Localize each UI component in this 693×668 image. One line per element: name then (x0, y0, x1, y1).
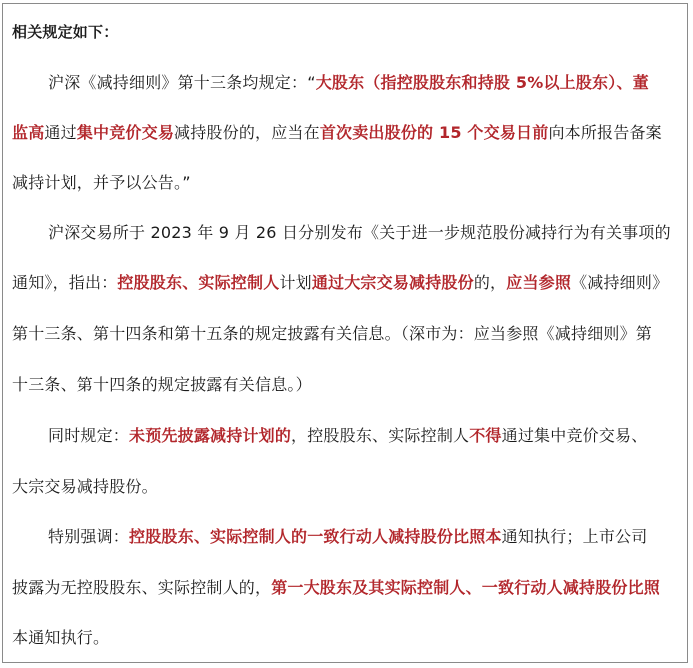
p4-text: 通知执行；上市公司 (501, 527, 648, 546)
p4-text: 披露为无控股股东、实际控制人的， (12, 578, 272, 597)
p4-highlight: 控股股东、实际控制人的一致行动人减持股份比照本 (129, 527, 502, 546)
p2-highlight: 通过大宗交易减持股份 (311, 273, 474, 292)
p3-highlight: 未预先披露减持计划的 (129, 426, 292, 445)
p3-highlight: 不得 (469, 426, 502, 445)
p1-text: 沪深《减持细则》第十三条均规定：“ (48, 73, 316, 92)
p3-line1 (48, 425, 647, 447)
heading: 相关规定如下： (12, 23, 119, 41)
p1-text: 向本所报告备案 (548, 123, 662, 142)
p2-highlight: 控股股东、实际控制人 (117, 273, 280, 292)
p2-line2 (12, 272, 668, 294)
p1-line3: 减持计划，并予以公告。” (12, 173, 191, 192)
p3-text: ，控股股东、实际控制人 (291, 426, 470, 445)
p2-text: 《减持细则》 (571, 273, 669, 292)
p4-line2 (12, 577, 660, 599)
p2-line3: 第十三条、第十四条和第十五条的规定披露有关信息。（深市为：应当参照《减持细则》第 (12, 324, 653, 343)
p4-line1 (48, 526, 647, 548)
p4-line3: 本通知执行。 (12, 628, 110, 647)
p4-highlight: 第一大股东及其实际控制人、一致行动人减持股份比照 (271, 578, 661, 597)
p2-text: 计划 (279, 273, 312, 292)
p1-highlight: 监高 (12, 123, 45, 142)
p2-text: 通知》，指出： (12, 273, 118, 292)
p1-line2 (12, 122, 662, 144)
p2-line1: 沪深交易所于 2023 年 9 月 26 日分别发布《关于进一步规范股份减持行为有关事项的 (48, 223, 671, 242)
p3-line2: 大宗交易减持股份。 (12, 477, 158, 496)
p2-line4: 十三条、第十四条的规定披露有关信息。） (12, 375, 312, 394)
p4-text: 特别强调： (48, 527, 130, 546)
p1-highlight: 大股东（指控股股东和持股 5%以上股东）、董 (315, 73, 649, 92)
p3-text: 通过集中竞价交易、 (501, 426, 648, 445)
p1-highlight: 首次卖出股份的 15 个交易日前 (319, 123, 549, 142)
p2-highlight: 应当参照 (506, 273, 572, 292)
p1-line1 (48, 72, 649, 94)
p3-text: 同时规定： (48, 426, 130, 445)
p2-text: 的， (473, 273, 507, 292)
p1-text: 通过 (44, 123, 77, 142)
p1-highlight: 集中竞价交易 (76, 123, 175, 142)
p1-text: 减持股份的，应当在 (174, 123, 320, 142)
